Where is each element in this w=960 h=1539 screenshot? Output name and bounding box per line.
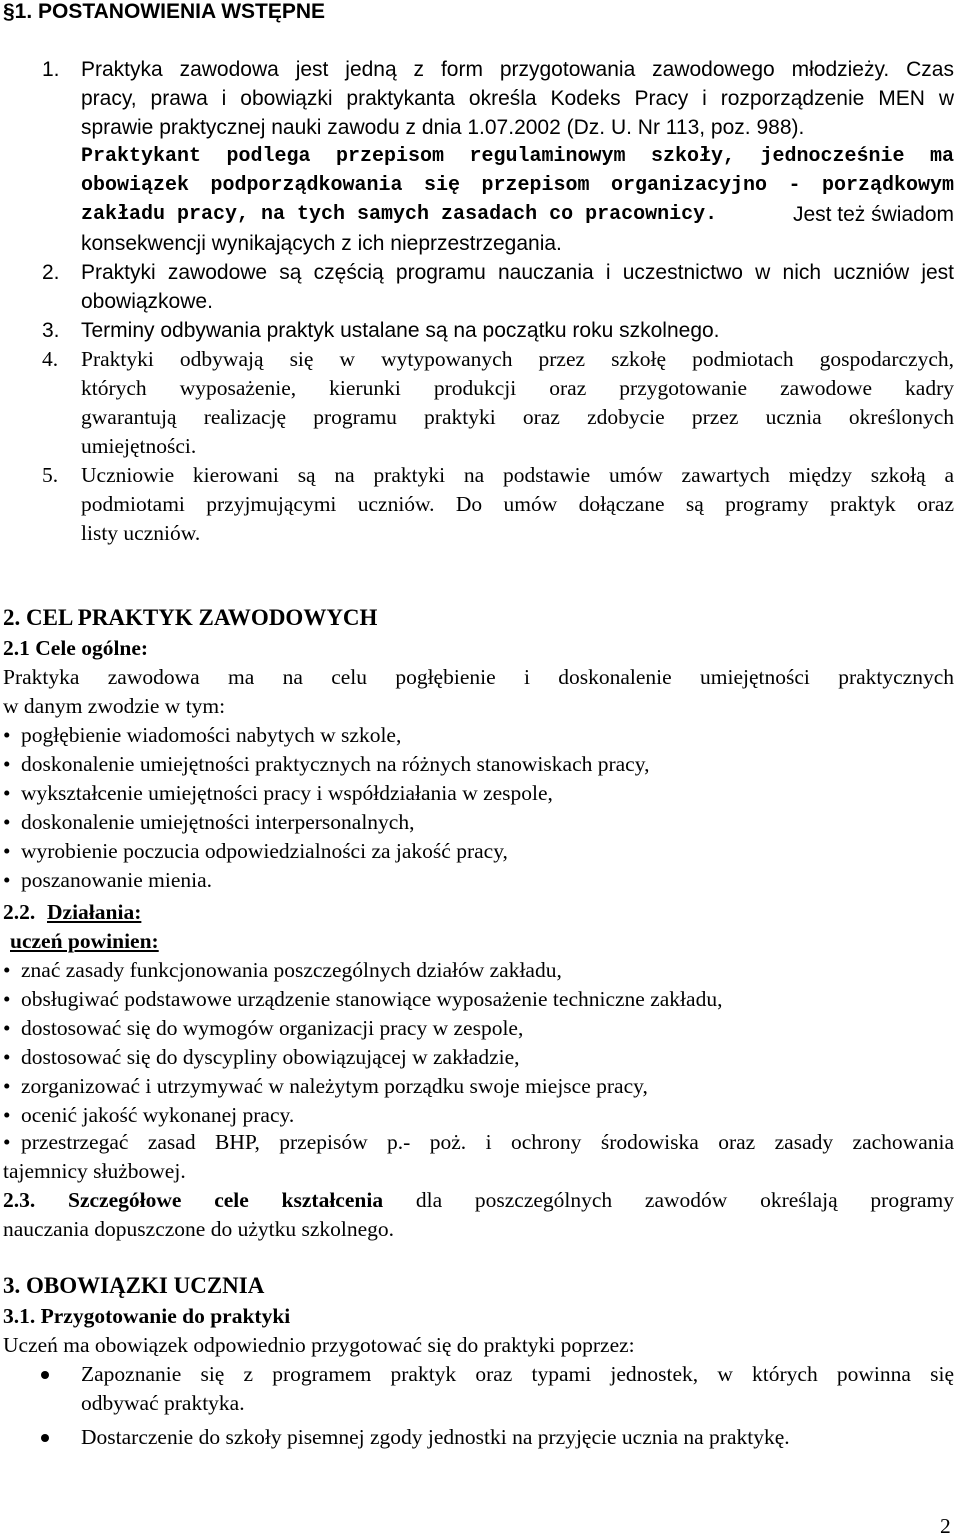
item-4-line: których wyposażenie, kierunki produkcji oraz przygotowanie zawodowe kadry [81, 376, 954, 400]
action-line: przestrzegać zasad BHP, przepisów p.- poż. i ochrony środowiska oraz zasady zachowania [21, 1130, 954, 1154]
list-item: wyrobienie poczucia odpowiedzialności za jakość pracy, [21, 839, 508, 863]
bullet-marker: • [3, 987, 11, 1011]
item-4-line: Praktyki odbywają się w wytypowanych przez szkołę podmiotach gospodarczych, [81, 347, 954, 371]
item-5-line: listy uczniów. [81, 521, 201, 545]
subsection-3-1-title: 3.1. Przygotowanie do praktyki [3, 1304, 291, 1328]
item-1-mixed-line [81, 203, 954, 226]
list-item: poszanowanie mienia. [21, 868, 213, 892]
item-1-bold-line: obowiązek podporządkowania się przepisom organizacyjno - porządkowym [81, 174, 954, 197]
item-number: 4. [42, 347, 59, 371]
preparation-item: Zapoznanie się z programem praktyk oraz typami jednostek, w których powinna się [81, 1362, 954, 1386]
action-line: tajemnicy służbowej. [3, 1159, 186, 1183]
bullet-marker: • [3, 958, 11, 982]
item-number: 2. [42, 261, 60, 284]
subsection-2-2-lead: uczeń powinien: [10, 929, 159, 953]
item-number: 5. [42, 463, 59, 487]
bullet-dot [41, 1434, 49, 1442]
bullet-marker: • [3, 868, 11, 892]
subsection-2-3-text: dla poszczególnych zawodów określają programy [415, 1188, 955, 1212]
list-item: dostosować się do wymogów organizacji pracy w zespole, [21, 1016, 524, 1040]
item-number: 1. [42, 58, 60, 81]
bullet-marker: • [3, 1074, 11, 1098]
list-item: zorganizować i utrzymywać w należytym porządku swoje miejsce pracy, [21, 1074, 648, 1098]
item-1-line: pracy, prawa i obowiązki praktykanta określa Kodeks Pracy i rozporządzenie MEN w [81, 87, 954, 110]
subsection-2-2-title: Działania: [47, 900, 142, 924]
page-number: 2 [940, 1514, 951, 1538]
bullet-marker: • [3, 723, 11, 747]
item-4-line: umiejętności. [81, 434, 197, 458]
list-item: znać zasady funkcjonowania poszczególnych działów zakładu, [21, 958, 562, 982]
preparation-item: Dostarczenie do szkoły pisemnej zgody jednostki na przyjęcie ucznia na praktykę. [81, 1425, 790, 1449]
list-item: dostosować się do dyscypliny obowiązującej w zakładzie, [21, 1045, 520, 1069]
list-item: doskonalenie umiejętności interpersonalnych, [21, 810, 415, 834]
item-1-line: konsekwencji wynikających z ich nieprzestrzegania. [81, 232, 562, 255]
list-item: pogłębienie wiadomości nabytych w szkole, [21, 723, 402, 747]
item-3-line: Terminy odbywania praktyk ustalane są na początku roku szkolnego. [81, 319, 720, 342]
item-1-text: Jest też świadom [792, 203, 954, 226]
bullet-dot [41, 1371, 49, 1379]
bullet-marker: • [3, 839, 11, 863]
bullet-marker: • [3, 781, 11, 805]
subsection-2-3-line: nauczania dopuszczone do użytku szkolnego. [3, 1217, 395, 1241]
bullet-marker: • [3, 1130, 11, 1154]
item-number: 3. [42, 319, 60, 342]
list-item: wykształcenie umiejętności pracy i współdziałania w zespole, [21, 781, 553, 805]
list-item: doskonalenie umiejętności praktycznych na różnych stanowiskach pracy, [21, 752, 650, 776]
item-2-line: obowiązkowe. [81, 290, 213, 313]
section-2-title: 2. CEL PRAKTYK ZAWODOWYCH [3, 605, 378, 630]
subsection-2-3-number: 2.3. [3, 1188, 36, 1212]
bullet-marker: • [3, 1045, 11, 1069]
bullet-marker: • [3, 810, 11, 834]
item-5-line: Uczniowie kierowani są na praktyki na podstawie umów zawartych między szkołą a [81, 463, 954, 487]
subsection-2-3-line [3, 1188, 954, 1213]
bullet-marker: • [3, 752, 11, 776]
list-item: ocenić jakość wykonanej pracy. [21, 1103, 295, 1127]
item-1-line: sprawie praktycznej nauki zawodu z dnia 1.07.2002 (Dz. U. Nr 113, poz. 988). [81, 116, 805, 139]
item-2-line: Praktyki zawodowe są częścią programu nauczania i uczestnictwo w nich uczniów jest [81, 261, 954, 284]
item-5-line: podmiotami przyjmującymi uczniów. Do umów dołączane są programy praktyk oraz [81, 492, 954, 516]
subsection-2-3-title: Szczegółowe cele kształcenia [68, 1188, 384, 1212]
item-1-line: Praktyka zawodowa jest jedną z form przygotowania zawodowego młodzieży. Czas [81, 58, 954, 81]
item-1-bold-text: zakładu pracy, na tych samych zasadach co pracownicy. [81, 203, 718, 226]
section-3-title: 3. OBOWIĄZKI UCZNIA [3, 1273, 265, 1298]
bullet-marker: • [3, 1016, 11, 1040]
section-1-title: §1. POSTANOWIENIA WSTĘPNE [3, 0, 326, 23]
item-1-bold-line: Praktykant podlega przepisom regulaminowym szkoły, jednocześnie ma [81, 145, 954, 168]
section-3-intro: Uczeń ma obowiązek odpowiednio przygotować się do praktyki poprzez: [3, 1333, 635, 1357]
bullet-marker: • [3, 1103, 11, 1127]
section-2-intro: w danym zwodzie w tym: [3, 694, 226, 718]
subsection-2-2-number: 2.2. [3, 900, 36, 924]
preparation-item: odbywać praktyka. [81, 1391, 245, 1415]
list-item: obsługiwać podstawowe urządzenie stanowiące wyposażenie techniczne zakładu, [21, 987, 723, 1011]
item-4-line: gwarantują realizację programu praktyki oraz zdobycie przez ucznia określonych [81, 405, 954, 429]
subsection-2-1-title: 2.1 Cele ogólne: [3, 636, 149, 660]
section-2-intro: Praktyka zawodowa ma na celu pogłębienie i doskonalenie umiejętności praktycznych [3, 665, 954, 689]
